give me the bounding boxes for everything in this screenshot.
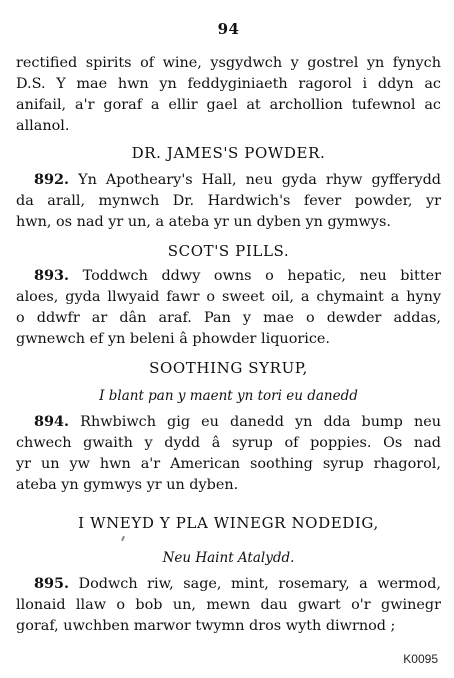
paragraph-line: Yn Apotheary's Hall, neu gyda rhyw gyfferydd	[78, 172, 441, 188]
print-speck	[121, 536, 125, 541]
paragraph-line: Dodwch riw, sage, mint, rosemary, a wermod,	[78, 576, 441, 592]
paragraph-line: hwn, os nad yr un, a ateba yr un dyben yn gymwys.	[16, 214, 391, 230]
paragraph-number: 893.	[34, 267, 70, 284]
paragraph-line: chwech gwaith y dydd â syrup of poppies. Os nad	[16, 435, 441, 451]
paragraph-first-line	[16, 412, 441, 432]
section-subheading: Neu Haint Atalydd.	[162, 550, 295, 566]
paragraph-line: Rhwbiwch gig eu danedd yn dda bump neu	[80, 414, 441, 430]
paragraph-first-line	[16, 574, 441, 594]
section-heading: SCOT'S PILLS.	[167, 242, 290, 260]
section-heading: I WNEYD Y PLA WINEGR NODEDIG,	[78, 514, 379, 532]
intro-line: rectified spirits of wine, ysgydwch y gostrel yn fynych	[16, 55, 441, 71]
section-heading: DR. JAMES'S POWDER.	[131, 144, 326, 162]
paragraph-number: 892.	[34, 171, 70, 188]
paragraph-line: ateba yn gymwys yr un dyben.	[16, 477, 239, 493]
intro-line: anifail, a'r goraf a ellir gael at archollion tufewnol ac	[16, 97, 441, 113]
paragraph-line: o ddwfr ar dân araf. Pan y mae o dewder addas,	[16, 310, 441, 326]
paragraph-line: yr un yw hwn a'r American soothing syrup rhagorol,	[16, 456, 441, 472]
paragraph-first-line	[16, 266, 441, 286]
book-page	[16, 0, 441, 678]
paragraph-line: gwnewch ef yn beleni â phowder liquorice.	[16, 331, 330, 347]
section-subheading: I blant pan y maent yn tori eu danedd	[99, 388, 358, 404]
section-heading: SOOTHING SYRUP,	[149, 359, 308, 377]
paragraph-line: aloes, gyda llwyaid fawr o sweet oil, a chymaint a hyny	[16, 289, 441, 305]
paragraph-line: goraf, uwchben marwor twymn dros wyth diwrnod ;	[16, 618, 396, 634]
paragraph-line: da arall, mynwch Dr. Hardwich's fever powder, yr	[16, 193, 441, 209]
intro-line: D.S. Y mae hwn yn feddyginiaeth ragorol i ddyn ac	[16, 76, 441, 92]
intro-line: allanol.	[16, 118, 70, 134]
page-number: 94	[217, 20, 240, 38]
paragraph-number: 894.	[34, 413, 70, 430]
paragraph-first-line	[16, 170, 441, 190]
catalog-code: K0095	[403, 652, 438, 666]
paragraph-line: llonaid llaw o bob un, mewn dau gwart o'r gwinegr	[16, 597, 441, 613]
paragraph-number: 895.	[34, 575, 70, 592]
paragraph-line: Toddwch ddwy owns o hepatic, neu bitter	[82, 268, 441, 284]
